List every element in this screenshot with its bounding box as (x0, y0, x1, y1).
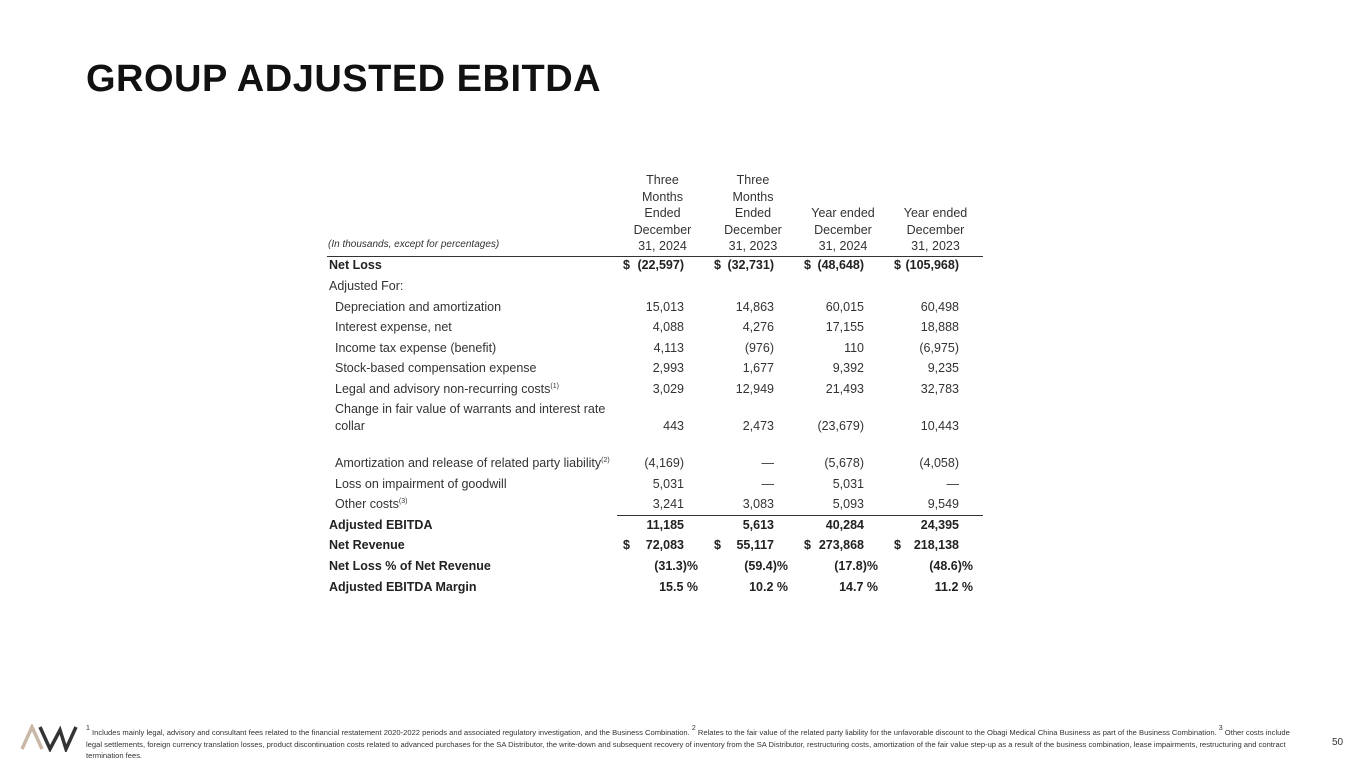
dollar-sign: $ (623, 538, 630, 553)
value-cell: 14,863 (735, 299, 774, 314)
value-cell: (17.8)% (834, 559, 878, 573)
dollar-sign: $ (894, 258, 901, 273)
table-row-net-loss (327, 256, 983, 277)
value-cell: 17,155 (825, 320, 864, 335)
value-cell: $ 55,117 (714, 538, 774, 553)
dollar-sign: $ (714, 258, 721, 273)
table-row-other-costs (327, 495, 983, 516)
table-row-amortization-release (327, 438, 983, 475)
row-label: Depreciation and amortization (335, 299, 502, 314)
value-cell: 9,392 (832, 361, 864, 376)
ebitda-table-container (327, 172, 983, 598)
table-row-legal (327, 380, 983, 401)
value-cell: 24,395 (888, 516, 983, 537)
page-number: 50 (1332, 737, 1344, 748)
footnote-marker: 3 (1218, 725, 1223, 732)
footnote-marker: 1 (86, 725, 90, 732)
value-cell: 3,241 (652, 496, 684, 511)
table-row-goodwill (327, 475, 983, 496)
page-title: GROUP ADJUSTED EBITDA (86, 58, 602, 100)
value-cell: 110 (844, 340, 864, 355)
value-cell: $ 218,138 (894, 538, 959, 553)
table-row-warrants (327, 401, 983, 438)
table-row-income-tax (327, 339, 983, 360)
value-cell: $ 72,083 (623, 538, 684, 553)
logo-light-stroke (22, 727, 42, 749)
row-label: Income tax expense (benefit) (335, 340, 497, 355)
value-cell: 60,498 (920, 299, 959, 314)
value-cell: 4,088 (652, 320, 684, 335)
row-label: Loss on impairment of goodwill (335, 476, 507, 491)
value-cell: 4,113 (653, 340, 684, 355)
value-cell: 2,993 (652, 361, 684, 376)
row-label: Net Loss % of Net Revenue (329, 559, 491, 573)
dollar-sign: $ (804, 538, 811, 553)
table-row-ebitda-margin (327, 578, 983, 599)
value-cell: 5,093 (832, 496, 864, 511)
logo-dark-stroke (40, 727, 76, 749)
table-row-depreciation (327, 298, 983, 319)
footnote-ref: (1) (550, 383, 559, 391)
company-logo (20, 724, 78, 752)
table-row-net-revenue (327, 536, 983, 557)
ebitda-table (327, 172, 983, 598)
row-label: Net Revenue (329, 538, 405, 553)
value-cell: $ (22,597) (623, 258, 684, 273)
value-cell: — (946, 476, 959, 491)
row-label: Legal and advisory non-recurring costs$^{(1)}$ (335, 382, 559, 397)
value-cell: (4,169) (644, 456, 684, 471)
table-row-net-loss-pct (327, 557, 983, 578)
value-cell: — (761, 456, 774, 471)
row-label: Amortization and release of related party liability$^{(2)}$ (335, 456, 610, 471)
value-cell: (31.3)% (654, 559, 698, 573)
value-cell: (59.4)% (744, 559, 788, 573)
value-cell: $ (48,648) (804, 258, 864, 273)
table-row-interest (327, 318, 983, 339)
value-cell: (4,058) (919, 456, 959, 471)
value-cell: — (761, 476, 774, 491)
value-cell: 5,031 (832, 476, 864, 491)
footnote-marker: 2 (691, 725, 696, 732)
value-cell: 5,031 (652, 476, 684, 491)
value-cell: 3,083 (742, 496, 774, 511)
table-row-stock-comp (327, 359, 983, 380)
footnote-text: Other costs include legal settlements, foreign currency translation losses, product discontinuation costs related to advanced purchases for the SA Distributor, the write-down and subsequent recovery of inventory from the SA Distributor, restructuring costs, amortization of the fair value step-up as a result of the business combination, lease impairments, restructuring and contract termination fees. (86, 728, 1290, 761)
row-label: Adjusted EBITDA (329, 517, 433, 532)
value-cell: 10.2 % (749, 579, 788, 594)
row-label: Net Loss (329, 258, 382, 273)
value-cell: 32,783 (920, 382, 959, 397)
unit-note: (In thousands, except for percentages) (327, 172, 617, 256)
value-cell: 15.5 % (659, 579, 698, 594)
row-label: Interest expense, net (335, 320, 452, 335)
value-cell: 443 (663, 419, 684, 434)
column-header: Year ended December 31, 2023 (888, 172, 983, 256)
value-cell: 3,029 (652, 382, 684, 397)
row-label: Adjusted EBITDA Margin (329, 579, 477, 594)
value-cell: (976) (744, 340, 774, 355)
table-row-adjusted-ebitda (327, 516, 983, 537)
dollar-sign: $ (894, 538, 901, 553)
value-cell: 11,185 (617, 516, 708, 537)
value-cell: (48.6)% (929, 559, 973, 573)
footnote-ref: (2) (601, 457, 610, 465)
row-label: Stock-based compensation expense (335, 361, 537, 376)
value-cell: (6,975) (919, 340, 959, 355)
row-label: Adjusted For: (329, 279, 404, 294)
value-cell: $ (105,968) (894, 258, 959, 273)
value-cell: (23,679) (817, 419, 864, 434)
value-cell: 18,888 (920, 320, 959, 335)
footnote-text: Includes mainly legal, advisory and consultant fees related to the financial restatement 2020-2022 periods and associated regulatory investigation, and the Business Combination. (89, 728, 692, 737)
column-header: Three Months Ended December 31, 2023 (708, 172, 798, 256)
table-header-row (327, 172, 983, 256)
value-cell: 10,443 (920, 419, 959, 434)
value-cell: 60,015 (825, 299, 864, 314)
footnote-text: Relates to the fair value of the related party liability for the unfavorable discount to the Obagi Medical China Business as part of the Business Combination. (695, 728, 1219, 737)
value-cell: 11.2 % (934, 579, 973, 594)
value-cell: 9,549 (927, 496, 959, 511)
value-cell: 15,013 (645, 299, 684, 314)
dollar-sign: $ (804, 258, 811, 273)
column-header: Year ended December 31, 2024 (798, 172, 888, 256)
value-cell: (5,678) (824, 456, 864, 471)
table-row-adjusted-for (327, 277, 983, 298)
value-cell: 5,613 (708, 516, 798, 537)
value-cell: 14.7 % (839, 579, 878, 594)
value-cell: 9,235 (927, 361, 959, 376)
value-cell: $ 273,868 (804, 538, 864, 553)
row-label: Other costs$^{(3)}$ (335, 497, 408, 512)
value-cell: 12,949 (735, 382, 774, 397)
dollar-sign: $ (623, 258, 630, 273)
footnote (86, 727, 1306, 762)
footnote-ref: (3) (398, 498, 408, 506)
value-cell: 4,276 (742, 320, 774, 335)
value-cell: 21,493 (825, 382, 864, 397)
value-cell: 2,473 (742, 419, 774, 434)
value-cell: 1,677 (742, 361, 774, 376)
dollar-sign: $ (714, 538, 721, 553)
value-cell: 40,284 (798, 516, 888, 537)
column-header: Three Months Ended December 31, 2024 (617, 172, 708, 256)
row-label: Change in fair value of warrants and interest rate collar (335, 402, 606, 434)
value-cell: $ (32,731) (714, 258, 774, 273)
